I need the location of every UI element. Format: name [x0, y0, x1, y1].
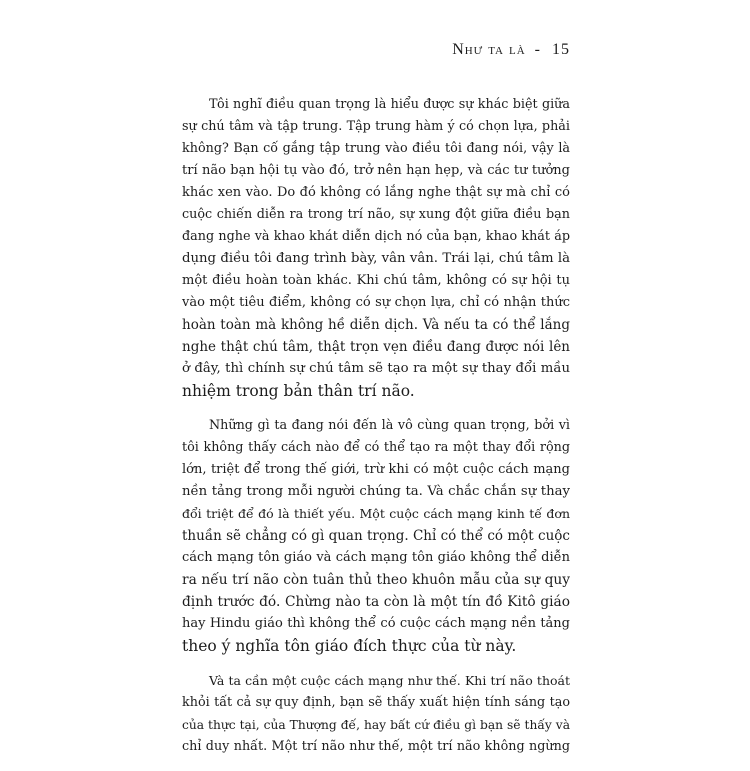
text-line: đang nghe và khao khát diễn dịch nó của bạn, khao khát áp: [182, 229, 570, 244]
text-line: nhiệm trong bản thân trí não.: [182, 382, 415, 400]
text-line: hay Hindu giáo thì không thể có cuộc cách mạng nền tảng: [182, 616, 570, 631]
paragraph-1: [182, 94, 570, 402]
text-line: ra nếu trí não còn tuân thủ theo khuôn mẫu của sự quy: [182, 572, 570, 588]
paragraph-2: [182, 415, 570, 657]
text-line: định trước đó. Chừng nào ta còn là một tín đồ Kitô giáo: [182, 594, 570, 610]
text-line: nền tảng trong mỗi người chúng ta. Và chắc chắn sự thay: [182, 484, 570, 499]
text-line: cuộc chiến diễn ra trong trí não, sự xung đột giữa điều bạn: [182, 207, 570, 222]
text-line: sự chú tâm và tập trung. Tập trung hàm ý có chọn lựa, phải: [182, 119, 570, 134]
text-line: Và ta cần một cuộc cách mạng như thế. Khi trí não thoát: [209, 673, 570, 688]
text-line: tôi không thấy cách nào để có thể tạo ra một thay đổi rộng: [182, 440, 570, 455]
text-line: Những gì ta đang nói đến là vô cùng quan trọng, bởi vì: [209, 418, 570, 433]
text-line: cách mạng tôn giáo và cách mạng tôn giáo không thể diễn: [182, 550, 570, 565]
text-line: chỉ duy nhất. Một trí não như thế, một trí não không ngừng: [182, 739, 570, 754]
text-line: ở đây, thì chính sự chú tâm sẽ tạo ra một sự thay đổi mầu: [182, 361, 570, 376]
running-header-separator: -: [534, 41, 541, 58]
text-line: trí não bạn hội tụ vào đó, trở nên hạn hẹp, và các tư tưởng: [182, 163, 570, 178]
text-line: nghe thật chú tâm, thật trọn vẹn điều đang được nói lên: [182, 339, 570, 355]
text-line: không? Bạn cố gắng tập trung vào điều tôi đang nói, vậy là: [182, 141, 570, 156]
text-line: lớn, triệt để trong thế giới, trừ khi có một cuộc cách mạng: [182, 462, 570, 477]
paragraph-3: [182, 670, 570, 758]
text-line: đổi triệt để đó là thiết yếu. Một cuộc cách mạng kinh tế đơn: [182, 506, 570, 521]
text-line: thuần sẽ chẳng có gì quan trọng. Chỉ có thể có một cuộc: [182, 528, 570, 544]
text-line: vào một tiêu điểm, không có sự chọn lựa, chỉ có nhận thức: [182, 295, 570, 310]
text-line: một điều hoàn toàn khác. Khi chú tâm, không có sự hội tụ: [182, 273, 570, 288]
text-line: theo ý nghĩa tôn giáo đích thực của từ này.: [182, 637, 517, 655]
text-line: của thực tại, của Thượng đế, hay bất cứ điều gì bạn sẽ thấy và: [182, 718, 570, 732]
text-line: dụng điều tôi đang trình bày, vân vân. Trái lại, chú tâm là: [182, 251, 570, 266]
page-number: 15: [552, 41, 570, 58]
running-header: [400, 41, 570, 59]
body-text: [182, 94, 570, 771]
running-header-title: Như ta là: [452, 41, 526, 58]
text-line: hoàn toàn mà không hề diễn dịch. Và nếu ta có thể lắng: [182, 317, 570, 333]
text-line: Tôi nghĩ điều quan trọng là hiểu được sự khác biệt giữa: [209, 97, 570, 112]
text-line: khác xen vào. Do đó không có lắng nghe thật sự mà chỉ có: [182, 185, 570, 200]
text-line: khỏi tất cả sự quy định, bạn sẽ thấy xuất hiện tính sáng tạo: [182, 695, 570, 710]
